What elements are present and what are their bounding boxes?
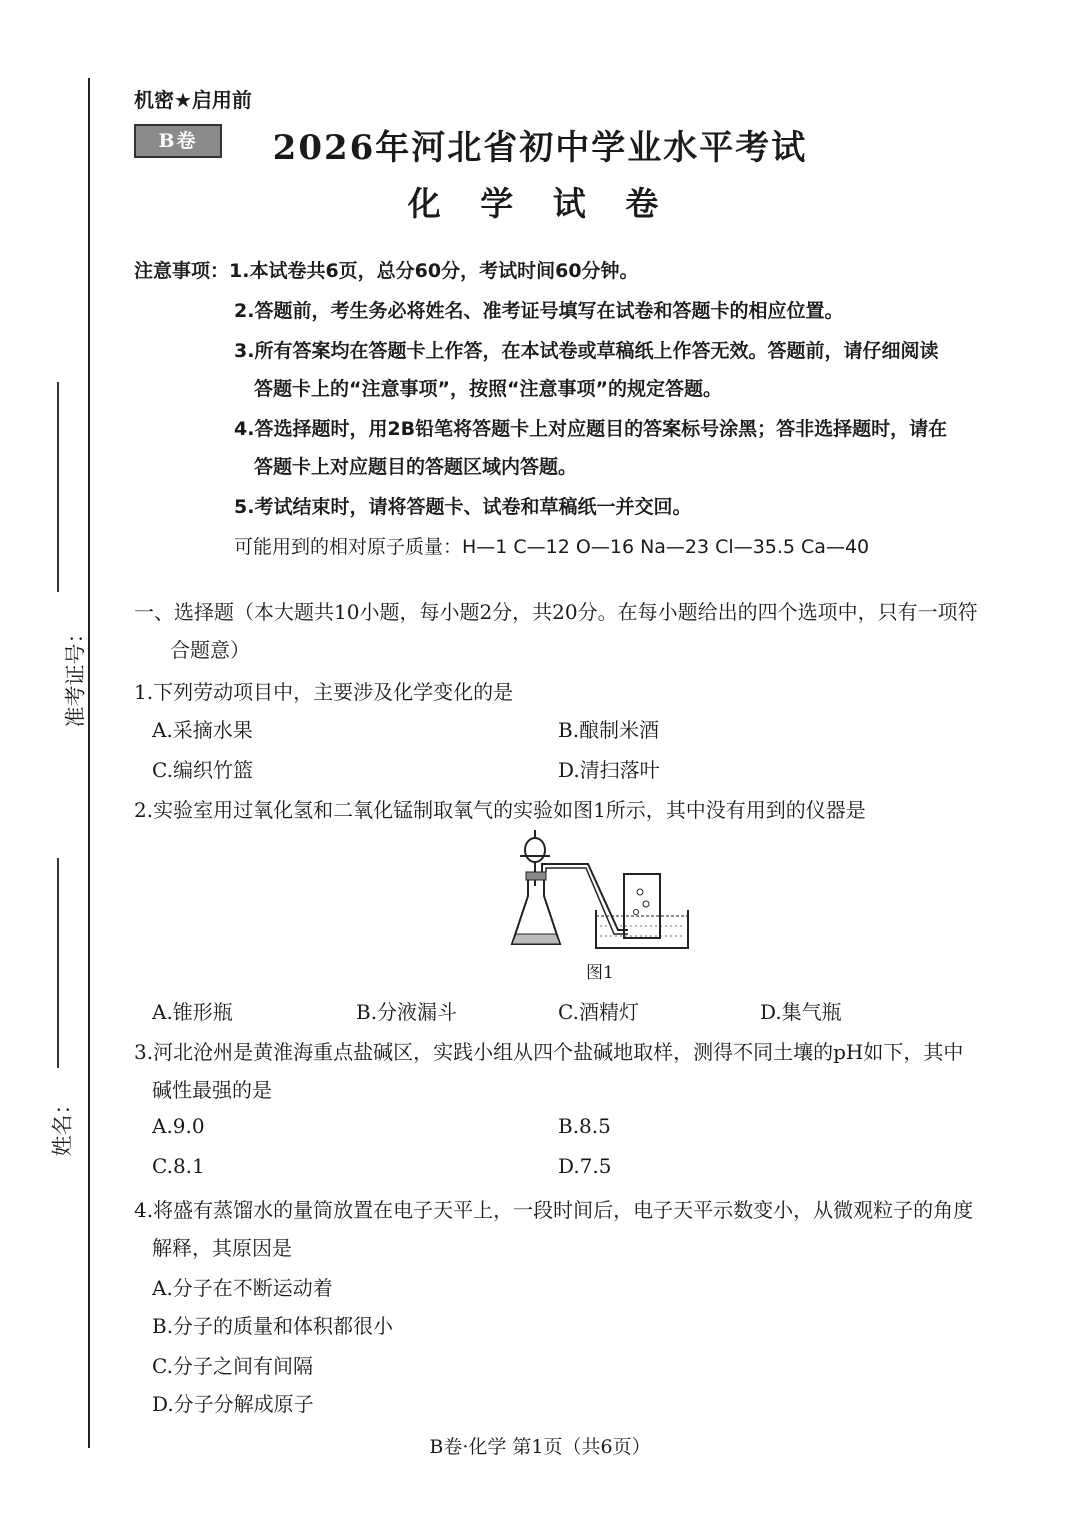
note-1: 注意事项：1.本试卷共6页，总分60分，考试时间60分钟。: [134, 260, 639, 282]
section-1-heading-cont: 合题意）: [170, 638, 250, 662]
section-1-heading: 一、选择题（本大题共10小题，每小题2分，共20分。在每小题给出的四个选项中，只有一项符: [134, 600, 978, 624]
note-4-line-2: 答题卡上对应题目的答题区域内答题。: [254, 456, 578, 478]
exam-id-label: 准考证号：: [63, 622, 88, 728]
q1-stem: 1.下列劳动项目中，主要涉及化学变化的是: [134, 680, 514, 704]
q4-option-a: A.分子在不断运动着: [152, 1276, 333, 1300]
confidential-mark: 机密★启用前: [134, 88, 252, 112]
atomic-masses: 可能用到的相对原子质量：H—1 C—12 O—16 Na—23 Cl—35.5 Ca—40: [234, 536, 870, 558]
q3-option-c: C.8.1: [152, 1154, 205, 1178]
q2-option-a: A.锥形瓶: [152, 1000, 233, 1024]
q1-option-a: A.采摘水果: [152, 718, 253, 742]
q3-option-d: D.7.5: [558, 1154, 612, 1178]
q4-stem-line-2: 解释，其原因是: [152, 1236, 292, 1260]
subject-title: 化 学 试 卷: [407, 184, 673, 223]
q3-option-a: A.9.0: [152, 1114, 205, 1138]
q2-option-d: D.集气瓶: [760, 1000, 842, 1024]
note-3-line-2: 答题卡上的“注意事项”，按照“注意事项”的规定答题。: [254, 378, 722, 400]
q2-option-b: B.分液漏斗: [356, 1000, 458, 1024]
q1-option-d: D.清扫落叶: [558, 758, 660, 782]
note-2: 2.答题前，考生务必将姓名、准考证号填写在试卷和答题卡的相应位置。: [234, 300, 844, 322]
note-3-line-1: 3.所有答案均在答题卡上作答，在本试卷或草稿纸上作答无效。答题前，请仔细阅读: [234, 340, 939, 362]
page-footer: B卷·化学 第1页（共6页）: [429, 1436, 651, 1458]
q3-option-b: B.8.5: [558, 1114, 611, 1138]
note-4-line-1: 4.答选择题时，用2B铅笔将答题卡上对应题目的答案标号涂黑；答非选择题时，请在: [234, 418, 948, 440]
q4-option-b: B.分子的质量和体积都很小: [152, 1314, 394, 1338]
exam-title: 2026年河北省初中学业水平考试: [272, 128, 808, 168]
paper-version-badge: B卷: [134, 124, 222, 158]
exam-id-write-line: [57, 382, 59, 592]
binding-margin-line: [88, 78, 90, 1448]
q3-stem-line-2: 碱性最强的是: [152, 1078, 272, 1102]
oxygen-apparatus-figure: [500, 826, 700, 954]
note-5: 5.考试结束时，请将答题卡、试卷和草稿纸一并交回。: [234, 496, 692, 518]
name-write-line: [57, 858, 59, 1068]
q4-option-c: C.分子之间有间隔: [152, 1354, 313, 1378]
name-label: 姓名：: [50, 1093, 75, 1157]
q4-stem-line-1: 4.将盛有蒸馏水的量筒放置在电子天平上，一段时间后，电子天平示数变小，从微观粒子的角度: [134, 1198, 974, 1222]
q4-option-d: D.分子分解成原子: [152, 1392, 314, 1416]
figure-1-caption: 图1: [586, 963, 614, 983]
q2-option-c: C.酒精灯: [558, 1000, 639, 1024]
q3-stem-line-1: 3.河北沧州是黄淮海重点盐碱区，实践小组从四个盐碱地取样，测得不同土壤的pH如下，其中: [134, 1040, 964, 1064]
q1-option-c: C.编织竹篮: [152, 758, 253, 782]
q1-option-b: B.酿制米酒: [558, 718, 660, 742]
q2-stem: 2.实验室用过氧化氢和二氧化锰制取氧气的实验如图1所示，其中没有用到的仪器是: [134, 798, 866, 822]
